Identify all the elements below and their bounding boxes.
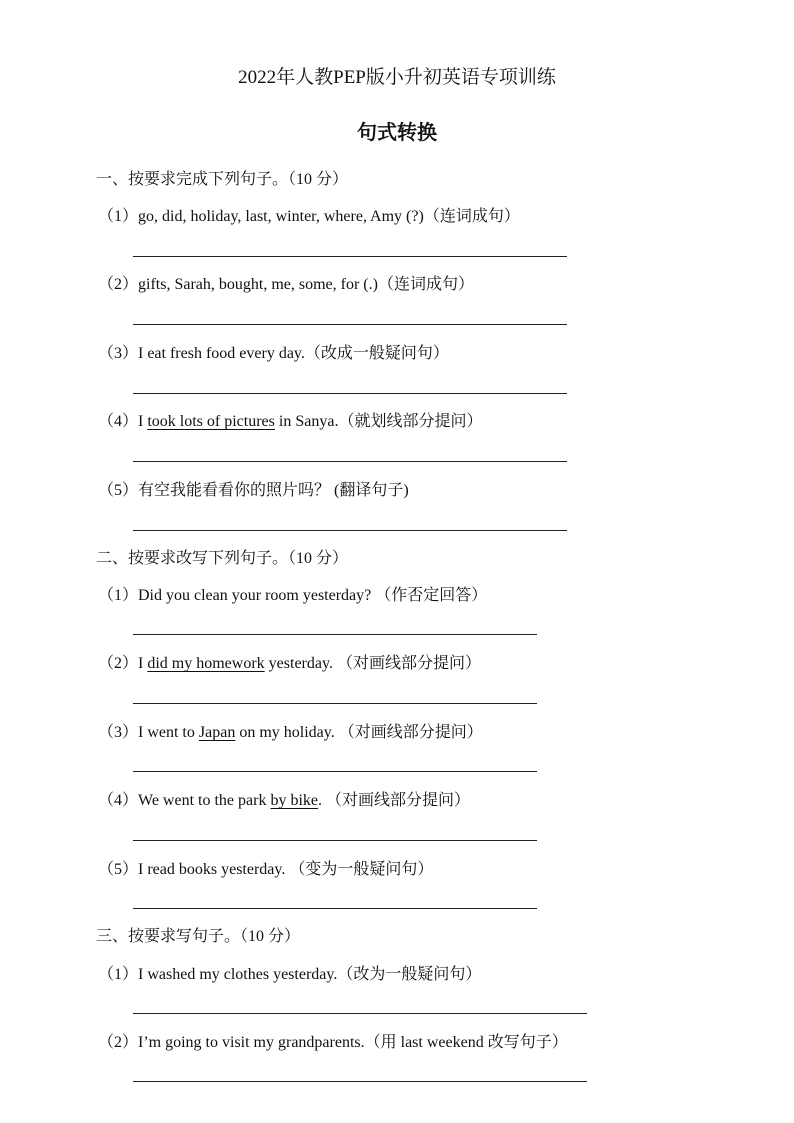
answer-line[interactable] xyxy=(133,461,567,462)
question-text: （1）go, did, holiday, last, winter, where, Amy (?)（连词成句） xyxy=(98,208,520,225)
section-heading-3: 三、按要求写句子。（10 分） xyxy=(96,928,301,945)
question-text-tail: yesterday. （对画线部分提问） xyxy=(264,655,481,672)
page-subtitle: 句式转换 xyxy=(357,120,437,144)
question-3-1 xyxy=(98,961,481,984)
question-3-2 xyxy=(98,1029,568,1052)
answer-line[interactable] xyxy=(133,393,567,394)
question-1-1 xyxy=(98,203,520,226)
question-text-tail: in Sanya.（就划线部分提问） xyxy=(274,413,483,430)
answer-line[interactable] xyxy=(133,1013,587,1014)
question-2-5 xyxy=(98,856,433,879)
answer-line[interactable] xyxy=(133,908,537,909)
answer-line[interactable] xyxy=(133,634,537,635)
question-text-tail: on my holiday. （对画线部分提问） xyxy=(235,724,483,741)
question-text: （3）I went to xyxy=(98,724,199,741)
section-heading-1: 一、按要求完成下列句子。（10 分） xyxy=(96,171,349,188)
question-1-4 xyxy=(98,408,482,431)
underlined-phrase: did my homework xyxy=(147,655,265,672)
answer-line[interactable] xyxy=(133,256,567,257)
question-2-3 xyxy=(98,719,483,742)
question-2-4 xyxy=(98,787,470,810)
question-text: （3）I eat fresh food every day.（改成一般疑问句） xyxy=(98,345,449,362)
answer-line[interactable] xyxy=(133,703,537,704)
question-1-5 xyxy=(98,477,409,500)
underlined-phrase: took lots of pictures xyxy=(147,413,275,430)
answer-line[interactable] xyxy=(133,530,567,531)
question-text: （4）I xyxy=(98,413,148,430)
underlined-phrase: Japan xyxy=(198,724,236,741)
question-text: （1）Did you clean your room yesterday? （作否定回答） xyxy=(98,587,488,604)
question-text: （2）I xyxy=(98,655,148,672)
question-text: （5）I read books yesterday. （变为一般疑问句） xyxy=(98,861,434,878)
underlined-phrase: by bike xyxy=(270,792,318,809)
section-heading-2: 二、按要求改写下列句子。（10 分） xyxy=(96,550,349,567)
answer-line[interactable] xyxy=(133,324,567,325)
answer-line[interactable] xyxy=(133,840,537,841)
question-1-3 xyxy=(98,340,449,363)
question-text: （5）有空我能看看你的照片吗？ (翻译句子) xyxy=(98,482,409,499)
question-text: （2）gifts, Sarah, bought, me, some, for (.)（连词成句） xyxy=(98,276,474,293)
answer-line[interactable] xyxy=(133,1081,587,1082)
question-text: （2）I’m going to visit my grandparents.（用 last weekend 改写句子） xyxy=(98,1034,568,1051)
question-2-1 xyxy=(98,582,487,605)
question-1-2 xyxy=(98,271,474,294)
question-2-2 xyxy=(98,650,481,673)
question-text: （1）I washed my clothes yesterday.（改为一般疑问句） xyxy=(98,966,482,983)
question-text-tail: . （对画线部分提问） xyxy=(318,792,471,809)
answer-line[interactable] xyxy=(133,771,537,772)
page-title: 2022年人教PEP版小升初英语专项训练 xyxy=(238,67,556,88)
question-text: （4）We went to the park xyxy=(98,792,271,809)
